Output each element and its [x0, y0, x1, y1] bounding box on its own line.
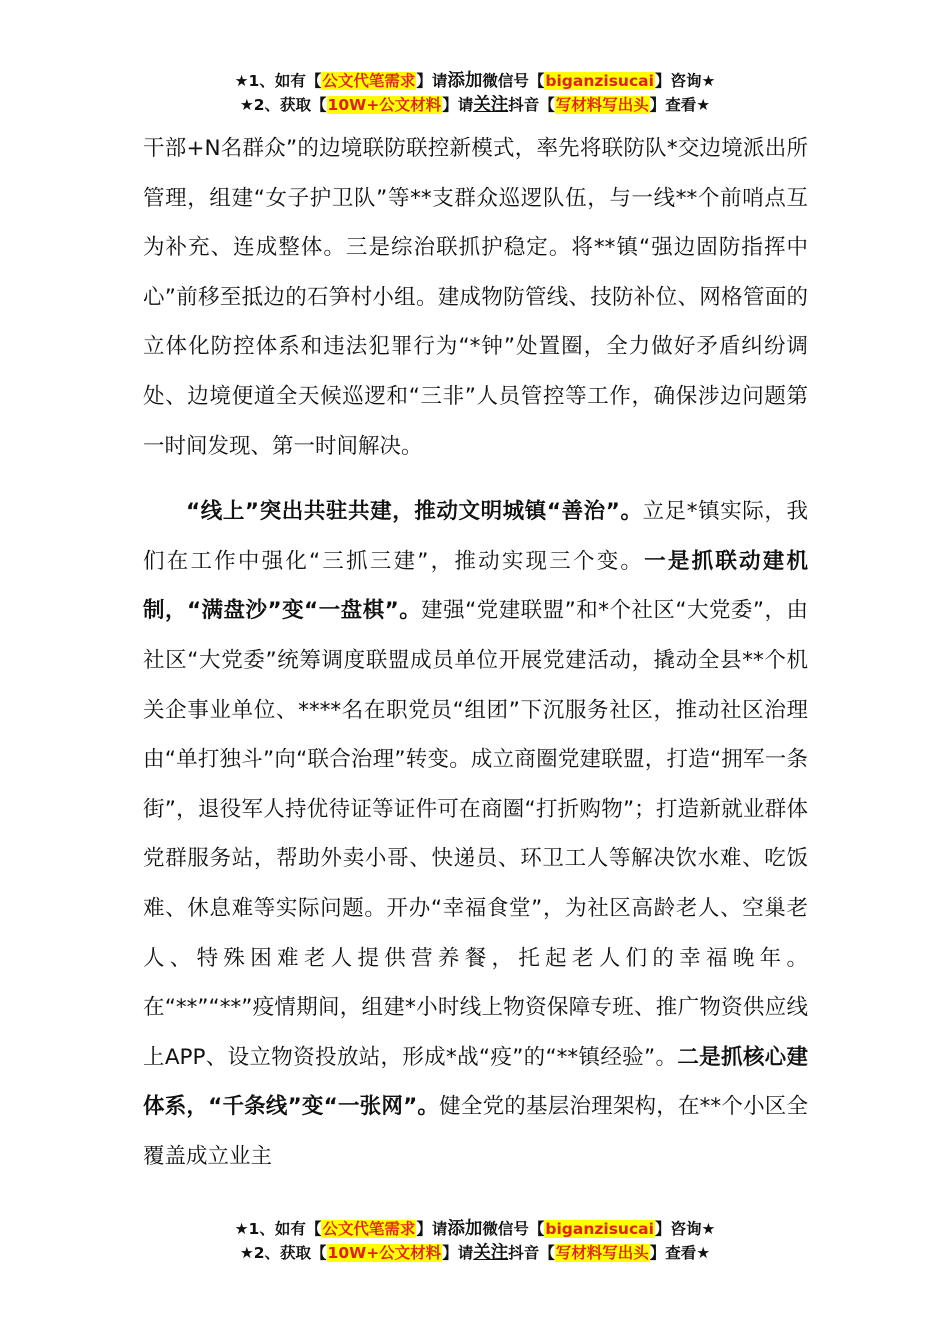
banner-emphasis: 添加 [447, 1219, 483, 1239]
banner-text: 】请 [416, 1220, 448, 1238]
banner-text: 微信号【 [482, 72, 545, 90]
banner-text: 微信号【 [482, 1220, 545, 1238]
section-heading: “线上”突出共驻共建，推动文明城镇“善治”。 [186, 499, 643, 525]
banner-text: 】咨询★ [654, 1220, 716, 1238]
subsection-heading-2: 二是抓核心建体系，“千条线”变“一张网”。 [143, 1044, 808, 1120]
banner-emphasis: 关注 [473, 1243, 509, 1263]
banner-line-2 [0, 93, 950, 117]
banner-highlight: biganzisucai [545, 1220, 654, 1238]
banner-text: ★2、获取【 [239, 1244, 327, 1262]
banner-line-2 [0, 1241, 950, 1265]
footer-banner [0, 1217, 950, 1265]
banner-text: 抖音【 [508, 96, 555, 114]
paragraph-text: 健全党的基层治理架构，在**个小区全覆盖成立业主 [143, 1094, 808, 1169]
banner-emphasis: 添加 [447, 71, 483, 91]
header-banner [0, 69, 950, 117]
banner-line-1 [0, 69, 950, 93]
banner-highlight: 公文代笔需求 [322, 1220, 416, 1238]
banner-highlight: biganzisucai [545, 72, 654, 90]
banner-text: 】查看★ [649, 96, 711, 114]
banner-line-1 [0, 1217, 950, 1241]
banner-text: ★1、如有【 [234, 72, 322, 90]
banner-highlight: 10W+公文材料 [327, 96, 442, 114]
banner-text: 】咨询★ [654, 72, 716, 90]
subsection-heading-1: 一是抓联动建机制，“满盘沙”变“一盘棋”。 [143, 548, 808, 624]
banner-text: 抖音【 [508, 1244, 555, 1262]
banner-highlight: 写材料写出头 [555, 1244, 649, 1262]
banner-text: ★1、如有【 [234, 1220, 322, 1238]
banner-text: ★2、获取【 [239, 96, 327, 114]
banner-highlight: 10W+公文材料 [327, 1244, 442, 1262]
paragraph-text: 建强“党建联盟”和*个社区“大党委”，由社区“大党委”统筹调度联盟成员单位开展党建活动，撬动全县**个机关企事业单位、****名在职党员“组团”下沉服务社区，推动社区治理由“单打独斗”向“联合治理”转变。成立商圈党建联盟，打造“拥军一条街”，退役军人持优待证等证件可在商圈“打折购物”；打造新就业群体党群服务站，帮助外卖小哥、快递员、环卫工人等解决饮水难、吃饭难、休息难等实际问题。开办“幸福食堂”，为社区高龄老人、空巢老人、特殊困难老人提供营养餐，托起老人们的幸福晚年。在“**”“**”疫情期间，组建*小时线上物资保障专班、推广物资供应线上APP、设立物资投放站，形成*战“疫”的“**镇经验”。 [143, 598, 808, 1070]
banner-highlight: 公文代笔需求 [322, 72, 416, 90]
banner-highlight: 写材料写出头 [555, 96, 649, 114]
document-body [143, 124, 808, 1181]
paragraph-1: 干部+N名群众”的边境联防联控新模式，率先将联防队*交边境派出所管理，组建“女子护卫队”等**支群众巡逻队伍，与一线**个前哨点互为补充、连成整体。三是综治联抓护稳定。将**镇“强边固防指挥中心”前移至抵边的石笋村小组。建成物防管线、技防补位、网格管面的立体化防控体系和违法犯罪行为“*钟”处置圈，全力做好矛盾纠纷调处、边境便道全天候巡逻和“三非”人员管控等工作，确保涉边问题第一时间发现、第一时间解决。 [143, 136, 808, 459]
banner-text: 】请 [416, 72, 448, 90]
paragraph-text: 立足*镇实际，我们在工作中强化“三抓三建”，推动实现三个变。 [143, 499, 808, 574]
banner-text: 】查看★ [649, 1244, 711, 1262]
banner-text: 】请 [442, 1244, 474, 1262]
banner-emphasis: 关注 [473, 95, 509, 115]
banner-text: 】请 [442, 96, 474, 114]
paragraph-2 [143, 487, 808, 1181]
